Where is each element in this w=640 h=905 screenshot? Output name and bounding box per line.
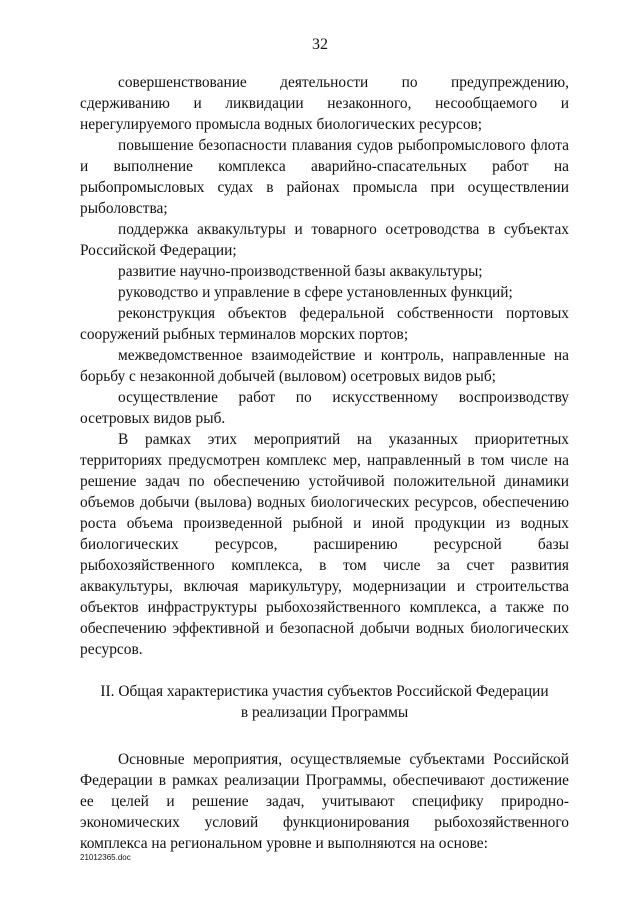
footer-document-code: 21012365.doc bbox=[80, 853, 131, 862]
paragraph-4: развитие научно-производственной базы аквакультуры; bbox=[118, 263, 483, 280]
paragraph-2: повышение безопасности плавания судов рыбопромыслового флота и выполнение комплекса аварийно-спасательных работ на рыбопромысловых судах в районах промысла при осуществлении рыболовства; bbox=[80, 137, 569, 217]
paragraph-9: В рамках этих мероприятий на указанных приоритетных территориях предусмотрен комплекс мер, направленный в том числе на решение задач по обеспечению устойчивой положительной динамики объемов добычи (вылова) водных биологических ресурсов, обеспечению роста объема произведенной рыбной и иной продукции из водных биологических ресурсов, расширению ресурсной базы рыбохозяйственного комплекса, в том числе за счет развития аквакультуры, включая марикультуру, модернизации и строительства объектов инфраструктуры рыбохозяйственного комплекса, а также по обеспечению эффективной и безопасной добычи водных биологических ресурсов. bbox=[80, 431, 569, 658]
paragraph-7: межведомственное взаимодействие и контроль, направленные на борьбу с незаконной добычей (выловом) осетровых видов рыб; bbox=[80, 347, 569, 385]
paragraph-5: руководство и управление в сфере установленных функций; bbox=[118, 284, 513, 301]
section-heading-line-1: II. Общая характеристика участия субъектов Российской Федерации bbox=[100, 683, 549, 700]
paragraph-3: поддержка аквакультуры и товарного осетроводства в субъектах Российской Федерации; bbox=[80, 221, 569, 259]
paragraph-1: совершенствование деятельности по предупреждению, сдерживанию и ликвидации незаконного, несообщаемого и нерегулируемого промысла водных биологических ресурсов; bbox=[80, 74, 569, 133]
paragraph-10: Основные мероприятия, осуществляемые субъектами Российской Федерации в рамках реализации Программы, обеспечивают достижение ее целей и решение задач, учитывают специфику природно-экономических условий функционирования рыбохозяйственного комплекса на региональном уровне и выполняются на основе: bbox=[80, 751, 569, 852]
section-heading bbox=[80, 681, 569, 723]
paragraph-8: осуществление работ по искусственному воспроизводству осетровых видов рыб. bbox=[80, 389, 569, 427]
document-body bbox=[80, 72, 569, 854]
page-number: 32 bbox=[312, 36, 328, 53]
paragraph-6: реконструкция объектов федеральной собственности портовых сооружений рыбных терминалов морских портов; bbox=[80, 305, 569, 343]
section-heading-line-2: в реализации Программы bbox=[240, 704, 409, 721]
